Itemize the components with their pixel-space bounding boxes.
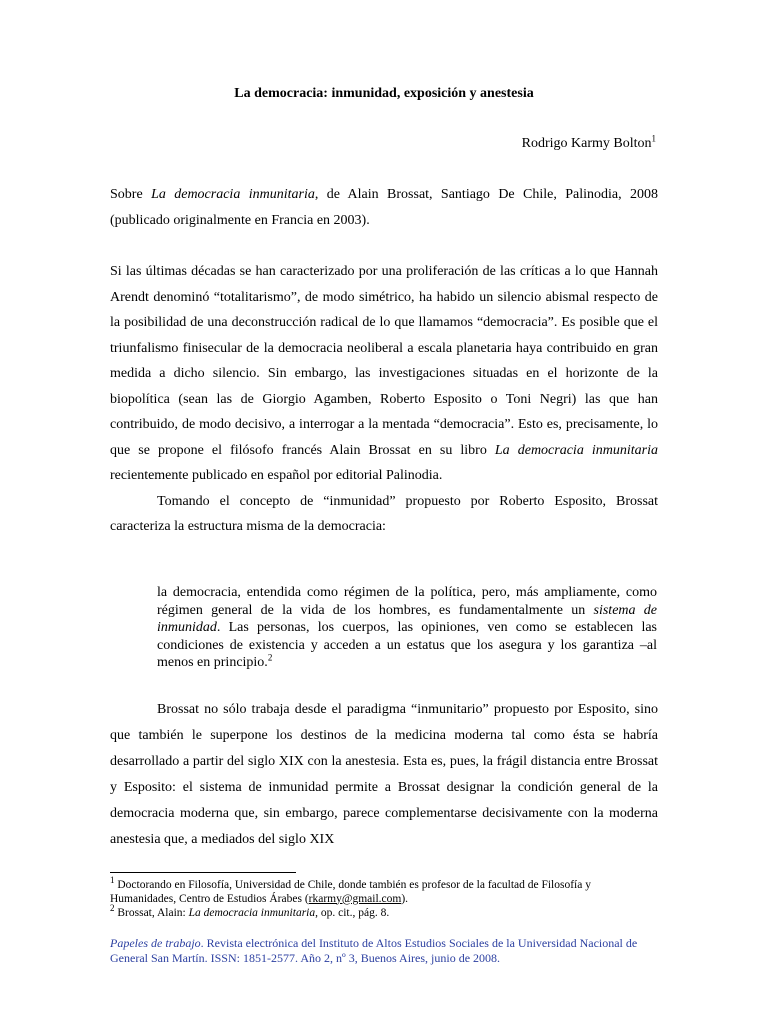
footnote-2-mark: 2 bbox=[110, 903, 115, 914]
footnote-2 bbox=[110, 903, 658, 921]
footnote-2-book-title: La democracia inmunitaria bbox=[188, 907, 316, 919]
quote-part2: . Las personas, los cuerpos, las opiniones, ven como se establecen las condiciones de existencia y acceden a un estatus que los asegura y los garantiza –al menos en principio. bbox=[157, 620, 657, 670]
footnote-1-text: Doctorando en Filosofía, Universidad de Chile, donde también es profesor de la facultad de Filosofía y Humanidades, Centro de Estudios Árabes ( bbox=[110, 879, 591, 905]
paragraph-2: Tomando el concepto de “inmunidad” propuesto por Roberto Esposito, Brossat caracteriza la estructura misma de la democracia: bbox=[110, 493, 658, 534]
body-text-1 bbox=[110, 259, 658, 540]
footnote-1-email-link[interactable]: rkarmy@gmail.com bbox=[308, 892, 402, 905]
author-footnote-mark: 1 bbox=[651, 133, 656, 144]
sobre-prefix: Sobre bbox=[110, 187, 152, 202]
quote-footnote-mark: 2 bbox=[267, 652, 273, 663]
page-title: La democracia: inmunidad, exposición y anestesia bbox=[234, 86, 534, 101]
footnote-1-end: ). bbox=[401, 892, 409, 905]
book-reference bbox=[110, 182, 658, 233]
body-text-2 bbox=[110, 697, 658, 853]
paragraph-3: Brossat no sólo trabaja desde el paradigma “inmunitario” propuesto por Esposito, sino que también le superpone los destinos de la medicina moderna tal como ésta se habría desarrollado a partir del siglo XIX con la anestesia. Esta es, pues, la frágil distancia entre Brossat y Esposito: el sistema de inmunidad permite a Brossat designar la condición general de la democracia moderna que, sin embargo, parece complementarse decisivamente con la moderna anestesia que, a mediados del siglo XIX bbox=[110, 702, 658, 847]
paragraph-1-part1: Si las últimas décadas se han caracterizado por una proliferación de las críticas a lo que Hannah Arendt denominó “totalitarismo”, de modo simétrico, ha habido un silencio abismal respecto de la posibilidad de una deconstrucción radical de lo que llamamos “democracia”. Es posible que el triunfalismo finisecular de la democracia neoliberal a escala planetaria haya contribuido en gran medida a dicho silencio. Sin embargo, las investigaciones situadas en el horizonte de la biopolítica (sean las de Giorgio Agamben, Roberto Esposito o Toni Negri) las que han contribuido, de modo decisivo, a interrogar a la mentada “democracia”. Esto es, precisamente, lo que se propone el filósofo francés Alain Brossat en su libro bbox=[110, 264, 658, 458]
sobre-rest: , de Alain Brossat, Santiago De Chile, Palinodia, 2008 (publicado originalmente en Francia en 2003). bbox=[110, 187, 659, 228]
author-line bbox=[521, 133, 656, 152]
paragraph-1-book-title: La democracia inmunitaria bbox=[494, 442, 658, 458]
journal-name: Papeles de trabajo bbox=[110, 936, 201, 950]
paragraph-1-part2: recientemente publicado en español por editorial Palinodia. bbox=[110, 468, 443, 483]
journal-footer bbox=[110, 936, 658, 965]
author-name: Rodrigo Karmy Bolton bbox=[521, 136, 652, 151]
quote-part1: la democracia, entendida como régimen de la política, pero, más ampliamente, como régimen general de la vida de los hombres, es fundamentalmente un bbox=[157, 585, 657, 618]
journal-text: . Revista electrónica del Instituto de Altos Estudios Sociales de la Universidad Nacional de General San Martín. ISSN: 1851-2577. Año 2, nº 3, Buenos Aires, junio de 2008. bbox=[110, 936, 638, 965]
quote-italic: sistema de inmunidad bbox=[157, 602, 657, 635]
footnote-1-mark: 1 bbox=[110, 875, 115, 886]
footnote-2-suffix: , op. cit., pág. 8. bbox=[315, 907, 390, 919]
sobre-book-title: La democracia inmunitaria bbox=[151, 187, 315, 202]
block-quote bbox=[157, 584, 657, 672]
footnote-1 bbox=[110, 875, 658, 906]
footnote-2-prefix: Brossat, Alain: bbox=[114, 907, 189, 919]
paragraph-1 bbox=[110, 259, 658, 489]
footnote-divider bbox=[110, 872, 296, 873]
